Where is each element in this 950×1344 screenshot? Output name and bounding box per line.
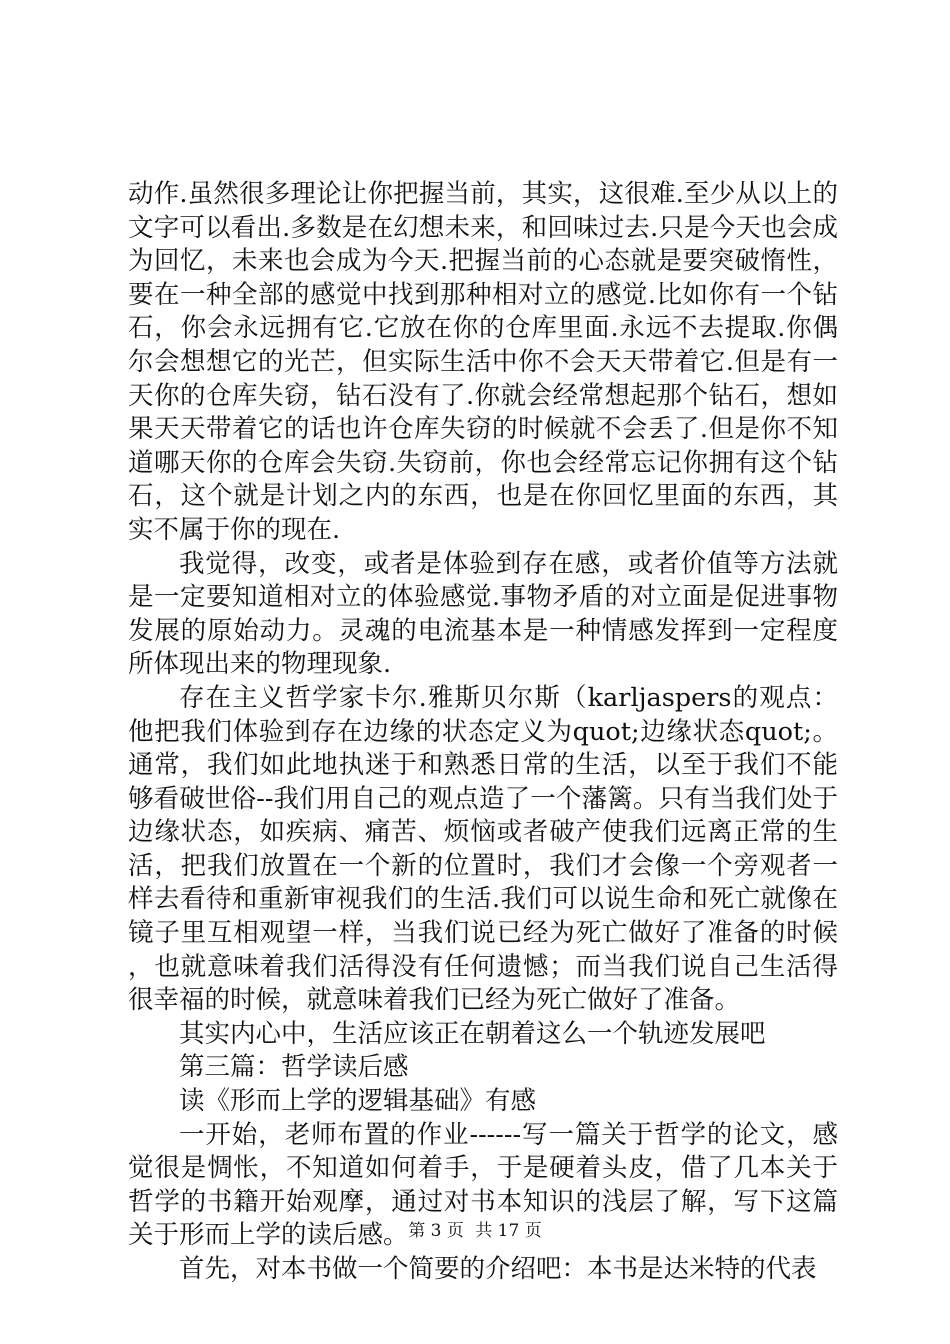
paragraph-2: 我觉得，改变，或者是体验到存在感，或者价值等方法就是一定要知道相对立的体验感觉.事物矛盾的对立面是促进事物发展的原始动力。灵魂的电流基本是一种情感发挥到一定程度所体现出来的物理现象.	[128, 548, 838, 680]
article-title: 读《形而上学的逻辑基础》有感	[179, 1086, 537, 1117]
page-number: 第 3 页	[408, 1221, 464, 1241]
paragraph-6: 首先，对本书做一个简要的介绍吧：本书是达米特的代表	[179, 1254, 817, 1284]
section-heading: 第三篇：哲学读后感	[179, 1052, 409, 1083]
document-body	[128, 178, 838, 1287]
page-total: 共 17 页	[475, 1221, 542, 1241]
page-footer	[0, 1216, 950, 1241]
paragraph-1: 动作.虽然很多理论让你把握当前，其实，这很难.至少从以上的文字可以看出.多数是在幻想未来，和回味过去.只是今天也会成为回忆，未来也会成为今天.把握当前的心态就是要突破惰性，要在一种全部的感觉中找到那种相对立的感觉.比如你有一个钻石，你会永远拥有它.它放在你的仓库里面.永远不去提取.你偶尔会想想它的光芒，但实际生活中你不会天天带着它.但是有一天你的仓库失窃，钻石没有了.你就会经常想起那个钻石，想如果天天带着它的话也许仓库失窃的时候就不会丢了.但是你不知道哪天你的仓库会失窃.失窃前，你也会经常忘记你拥有这个钻石，这个就是计划之内的东西，也是在你回忆里面的东西，其实不属于你的现在.	[128, 179, 838, 545]
paragraph-3: 存在主义哲学家卡尔.雅斯贝尔斯（karljaspers的观点：他把我们体验到存在边缘的状态定义为quot;边缘状态quot;。通常，我们如此地执迷于和熟悉日常的生活，以至于我们不能够看破世俗--我们用自己的观点造了一个藩篱。只有当我们处于边缘状态，如疾病、痛苦、烦恼或者破产使我们远离正常的生活，把我们放置在一个新的位置时，我们才会像一个旁观者一样去看待和重新审视我们的生活.我们可以说生命和死亡就像在镜子里互相观望一样，当我们说已经为死亡做好了准备的时候，也就意味着我们活得没有任何遗憾；而当我们说自己生活得很幸福的时候，就意味着我们已经为死亡做好了准备。	[128, 682, 838, 1016]
paragraph-5: 一开始，老师布置的作业------写一篇关于哲学的论文，感觉很是惆怅，不知道如何着手，于是硬着头皮，借了几本关于哲学的书籍开始观摩，通过对书本知识的浅层了解，写下这篇关于形而上学的读后感。	[128, 1119, 838, 1251]
paragraph-4: 其实内心中，生活应该正在朝着这么一个轨迹发展吧	[179, 1018, 766, 1049]
